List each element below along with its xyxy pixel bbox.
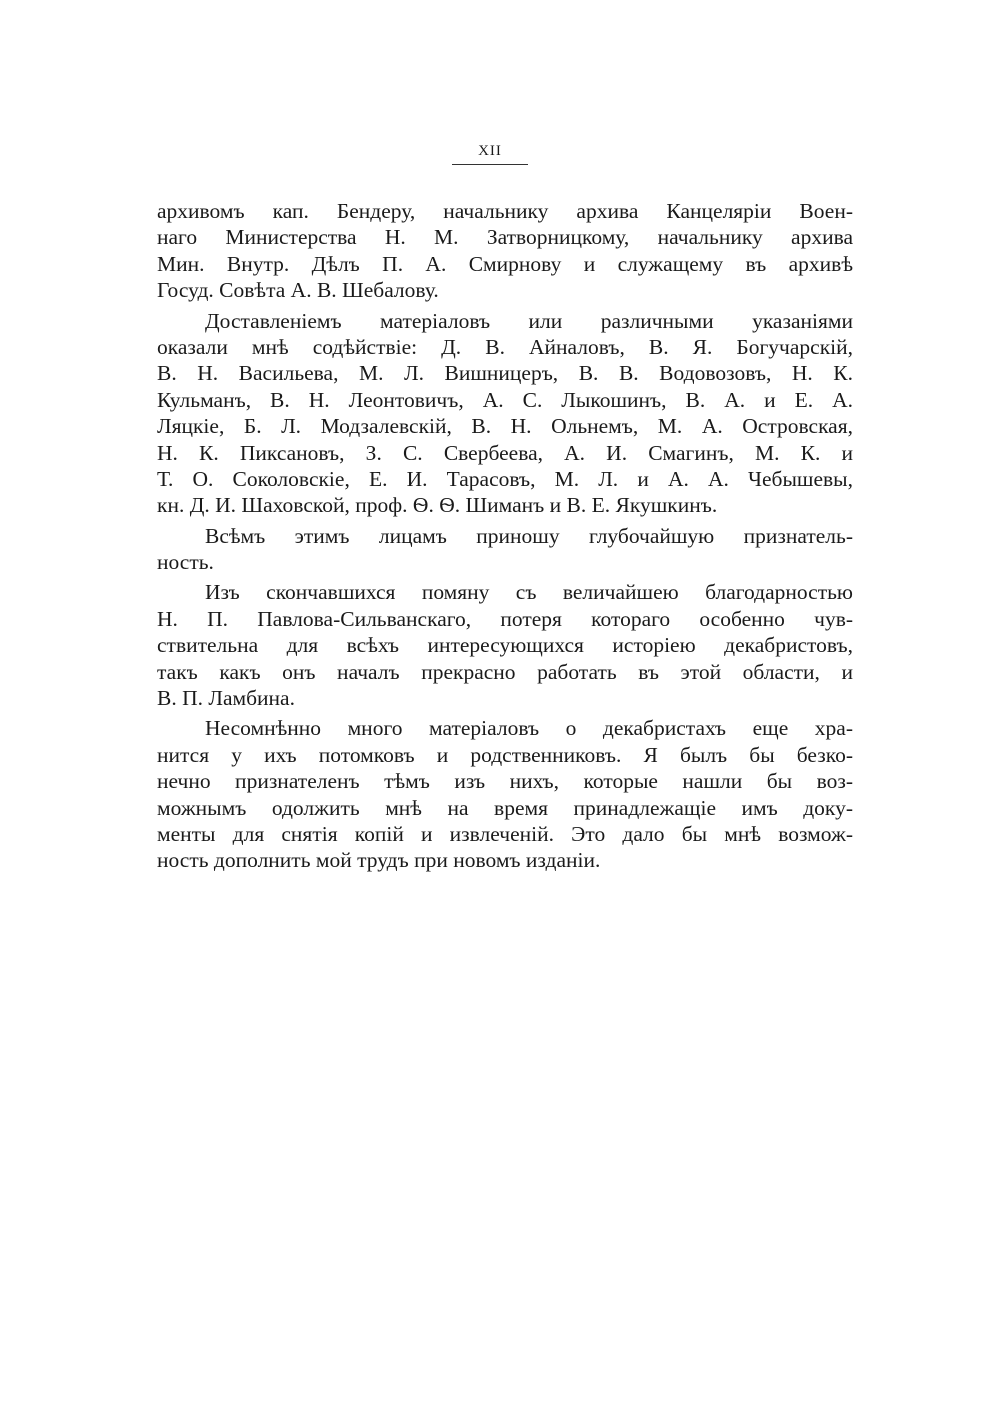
page-number-rule (452, 164, 528, 165)
text-line: кн. Д. И. Шаховской, проф. Ѳ. Ѳ. Шиманъ и В. Е. Якушкинъ. (157, 493, 718, 518)
text-line: В. Н. Васильева, М. Л. Вишницеръ, В. В. Водовозовъ, Н. К. (157, 361, 853, 386)
text-line: В. П. Ламбина. (157, 686, 295, 711)
paragraph (157, 715, 853, 873)
page-number: XII (478, 143, 502, 159)
text-line: архивомъ кап. Бендеру, начальнику архива Канцеляріи Воен- (157, 199, 853, 223)
text-line: наго Министерства Н. М. Затворницкому, начальнику архива (157, 225, 853, 250)
text-line: такъ какъ онъ началъ прекрасно работать въ этой области, и (157, 659, 853, 684)
text-line: Несомнѣнно много матеріаловъ о декабристахъ еще хра- (205, 716, 853, 741)
text-line: менты для снятія копій и извлеченій. Это дало бы мнѣ возмож- (157, 821, 853, 846)
paragraph (157, 579, 853, 711)
text-line: Госуд. Совѣта А. В. Шебалову. (157, 278, 439, 303)
body-text (157, 198, 853, 874)
text-line: Н. К. Пиксановъ, З. С. Свербеева, А. И. Смагинъ, М. К. и (157, 440, 853, 465)
text-line: Изъ скончавшихся помяну съ величайшею благодарностью (205, 580, 853, 605)
text-line: Т. О. Соколовскіе, Е. И. Тарасовъ, М. Л. и А. А. Чебышевы, (157, 466, 853, 491)
text-line: Н. П. Павлова-Сильванскаго, потеря котораго особенно чув- (157, 606, 853, 631)
text-line: нится у ихъ потомковъ и родственниковъ. Я былъ бы безко- (157, 742, 853, 767)
text-line: ность. (157, 550, 214, 575)
text-line: ность дополнить мой трудъ при новомъ изданіи. (157, 848, 601, 873)
paragraph (157, 308, 853, 519)
paragraph (157, 523, 853, 576)
text-line: оказали мнѣ содѣйствіе: Д. В. Айналовъ, В. Я. Богучарскій, (157, 334, 853, 359)
text-line: Всѣмъ этимъ лицамъ приношу глубочайшую признатель- (205, 523, 853, 548)
text-line: Доставленіемъ матеріаловъ или различными указаніями (205, 308, 853, 333)
text-line: ствительна для всѣхъ интересующихся исторіею декабристовъ, (157, 633, 853, 658)
text-line: Кульманъ, В. Н. Леонтовичъ, А. С. Лыкошинъ, В. А. и Е. А. (157, 387, 853, 412)
text-line: Ляцкіе, Б. Л. Модзалевскій, В. Н. Ольнемъ, М. А. Островская, (157, 414, 853, 439)
text-line: нечно признателенъ тѣмъ изъ нихъ, которые нашли бы воз- (157, 769, 853, 794)
text-line: Мин. Внутр. Дѣлъ П. А. Смирнову и служащему въ архивѣ (157, 251, 853, 276)
text-line: можнымъ одолжить мнѣ на время принадлежащіе имъ доку- (157, 795, 853, 820)
paragraph (157, 198, 853, 304)
